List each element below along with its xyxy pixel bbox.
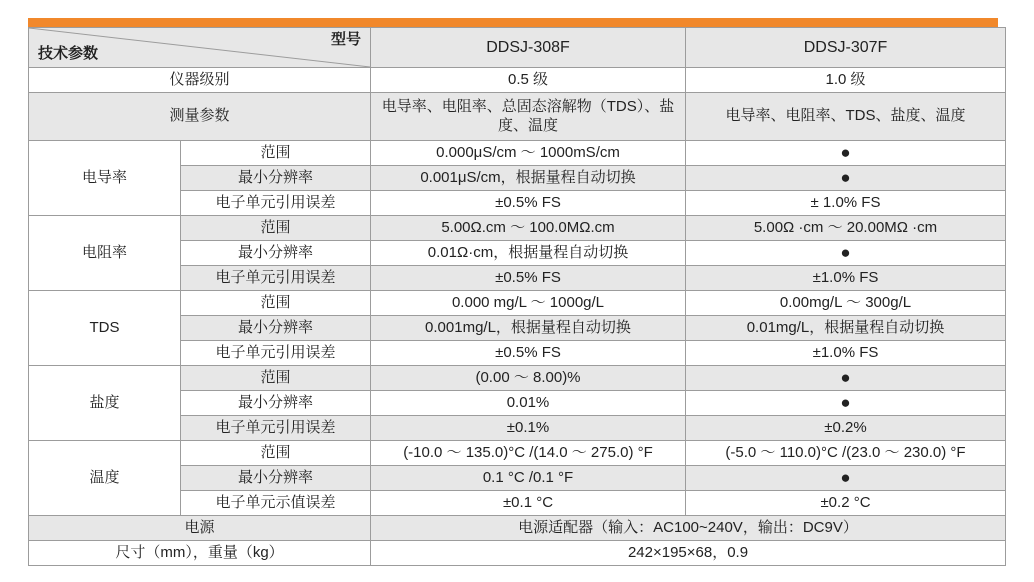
spec-value-308f: ±0.1% — [371, 416, 686, 441]
spec-value-308f: 0.001μS/cm，根据量程自动切换 — [371, 166, 686, 191]
spec-value-308f: 0.01% — [371, 391, 686, 416]
spec-row-label: 最小分辨率 — [181, 391, 371, 416]
model-header-ddsj-308f: DDSJ-308F — [371, 28, 686, 68]
spec-row-label: 电子单元引用误差 — [181, 416, 371, 441]
spec-value-307f: ● — [686, 366, 1006, 391]
spec-value-308f: ±0.5% FS — [371, 341, 686, 366]
spec-value-308f: (0.00 ～ 8.00)% — [371, 366, 686, 391]
group-label-salinity: 盐度 — [29, 366, 181, 441]
measured-params-307f: 电导率、电阻率、TDS、盐度、温度 — [686, 93, 1006, 141]
spec-value-307f: ±1.0% FS — [686, 341, 1006, 366]
spec-row-label: 电子单元示值误差 — [181, 491, 371, 516]
spec-row-label: 电子单元引用误差 — [181, 266, 371, 291]
spec-value-307f: ± 1.0% FS — [686, 191, 1006, 216]
instrument-class-row — [29, 68, 1006, 93]
temperature-range-row — [29, 441, 1006, 466]
group-label-resistivity: 电阻率 — [29, 216, 181, 291]
power-row — [29, 516, 1006, 541]
power-label: 电源 — [29, 516, 371, 541]
spec-value-307f: 0.01mg/L，根据量程自动切换 — [686, 316, 1006, 341]
tds-range-row — [29, 291, 1006, 316]
spec-value-307f: ±0.2 °C — [686, 491, 1006, 516]
resistivity-range-row — [29, 216, 1006, 241]
dimensions-label: 尺寸（mm），重量（kg） — [29, 541, 371, 566]
spec-sheet — [28, 18, 1006, 566]
spec-value-307f: 0.00mg/L ～ 300g/L — [686, 291, 1006, 316]
instrument-class-label: 仪器级别 — [29, 68, 371, 93]
spec-value-307f: ● — [686, 466, 1006, 491]
spec-value-307f: ● — [686, 391, 1006, 416]
spec-row-label: 电子单元引用误差 — [181, 341, 371, 366]
spec-value-307f: ±1.0% FS — [686, 266, 1006, 291]
salinity-range-row — [29, 366, 1006, 391]
spec-value-308f: ±0.5% FS — [371, 191, 686, 216]
spec-value-308f: 0.000 mg/L ～ 1000g/L — [371, 291, 686, 316]
spec-value-307f: (-5.0 ～ 110.0)°C /(23.0 ～ 230.0) °F — [686, 441, 1006, 466]
spec-value-308f: 0.01Ω·cm，根据量程自动切换 — [371, 241, 686, 266]
spec-row-label: 范围 — [181, 141, 371, 166]
spec-value-308f: ±0.1 °C — [371, 491, 686, 516]
measured-params-row — [29, 93, 1006, 141]
dimensions-value: 242×195×68，0.9 — [371, 541, 1006, 566]
model-axis-label: 型号 — [330, 31, 361, 48]
spec-row-label: 范围 — [181, 216, 371, 241]
spec-row-label: 最小分辨率 — [181, 241, 371, 266]
tech-params-axis-label: 技术参数 — [38, 45, 99, 63]
spec-table — [28, 27, 1006, 566]
model-header-ddsj-307f: DDSJ-307F — [686, 28, 1006, 68]
corner-header-cell — [29, 28, 371, 68]
measured-params-label: 测量参数 — [29, 93, 371, 141]
table-header-row — [29, 28, 1006, 68]
spec-row-label: 电子单元引用误差 — [181, 191, 371, 216]
spec-value-307f: ● — [686, 241, 1006, 266]
spec-value-307f: 5.00Ω ·cm ～ 20.00MΩ ·cm — [686, 216, 1006, 241]
instrument-class-307f: 1.0 级 — [686, 68, 1006, 93]
group-label-temperature: 温度 — [29, 441, 181, 516]
instrument-class-308f: 0.5 级 — [371, 68, 686, 93]
spec-row-label: 范围 — [181, 291, 371, 316]
dimensions-row — [29, 541, 1006, 566]
spec-value-307f: ● — [686, 166, 1006, 191]
spec-row-label: 最小分辨率 — [181, 316, 371, 341]
spec-value-308f: 5.00Ω.cm ～ 100.0MΩ.cm — [371, 216, 686, 241]
spec-row-label: 范围 — [181, 366, 371, 391]
accent-top-bar — [28, 18, 998, 27]
spec-row-label: 最小分辨率 — [181, 466, 371, 491]
group-label-conductivity: 电导率 — [29, 141, 181, 216]
spec-row-label: 最小分辨率 — [181, 166, 371, 191]
spec-value-308f: (-10.0 ～ 135.0)°C /(14.0 ～ 275.0) °F — [371, 441, 686, 466]
spec-value-308f: 0.1 °C /0.1 °F — [371, 466, 686, 491]
spec-value-308f: ±0.5% FS — [371, 266, 686, 291]
spec-value-307f: ● — [686, 141, 1006, 166]
conductivity-range-row — [29, 141, 1006, 166]
power-value: 电源适配器（输入：AC100~240V，输出：DC9V） — [371, 516, 1006, 541]
spec-value-308f: 0.001mg/L，根据量程自动切换 — [371, 316, 686, 341]
spec-value-307f: ±0.2% — [686, 416, 1006, 441]
spec-row-label: 范围 — [181, 441, 371, 466]
measured-params-308f: 电导率、电阻率、总固态溶解物（TDS）、盐度、温度 — [371, 93, 686, 141]
spec-value-308f: 0.000μS/cm ～ 1000mS/cm — [371, 141, 686, 166]
group-label-tds: TDS — [29, 291, 181, 366]
